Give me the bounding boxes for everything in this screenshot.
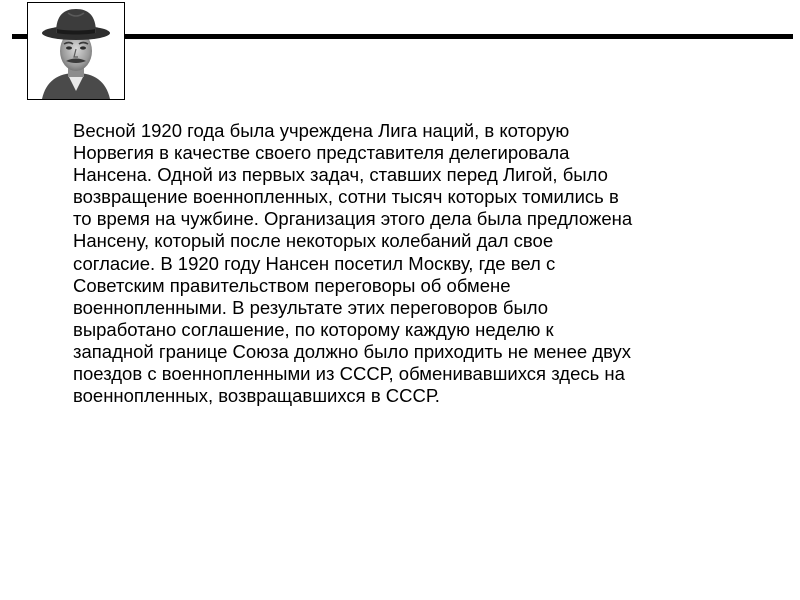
body-text: Весной 1920 года была учреждена Лига наций, в которую Норвегия в качестве своего представителя делегировала Нансена. Одной из первых задач, ставших перед Лигой, было возвращение военнопленных, сотни тысяч которых томились в то время на чужбине. Организация этого дела была предложена Нансену, который после некоторых колебаний дал свое согласие. В 1920 году Нансен посетил Москву, где вел с Советским правительством переговоры об обмене военнопленными. В результате этих переговоров было выработано соглашение, по которому каждую неделю к западной границе Союза должно было приходить не менее двух поездов с военнопленными из СССР, обменивавшихся здесь на военнопленных, возвращавшихся в СССР.: [73, 120, 633, 407]
portrait-illustration: [28, 3, 124, 99]
portrait-photo: [27, 2, 125, 100]
top-rule: [12, 34, 793, 39]
